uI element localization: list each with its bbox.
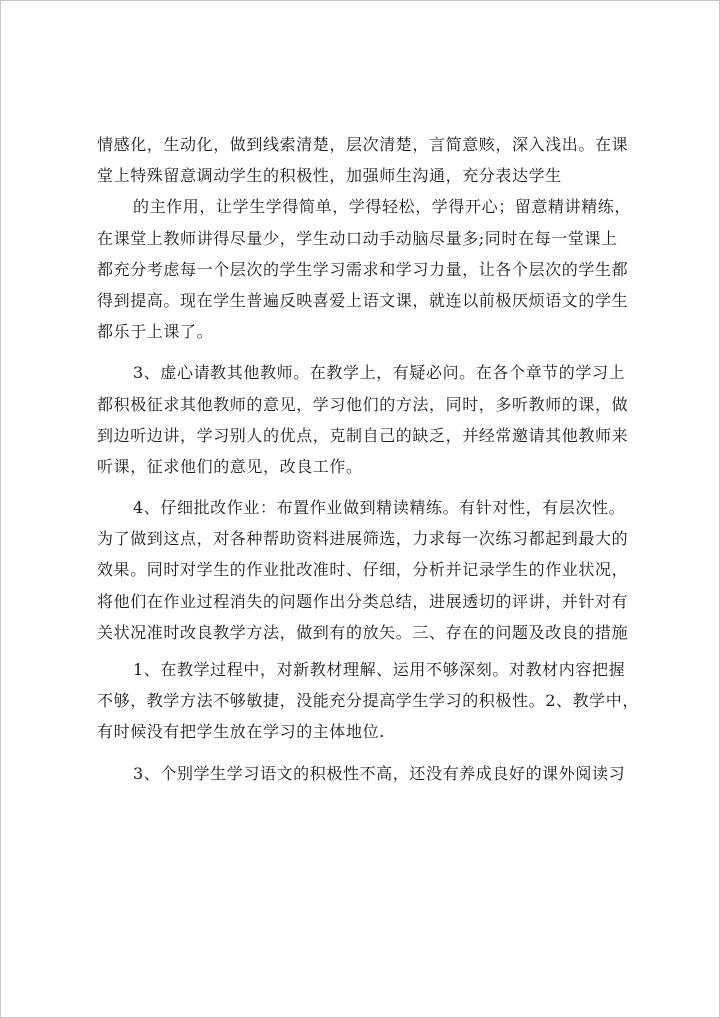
text-line: 都充分考虑每一个层次的学生学习需求和学习力量，让各个层次的学生都 <box>97 259 629 279</box>
text-line: 1、在教学过程中，对新教材理解、运用不够深刻。对教材内容把握 <box>133 660 626 679</box>
text-line: 为了做到这点，对各种帮助资料进展筛选，力求每一次练习都起到最大的 <box>97 529 629 549</box>
text-line: 4、仔细批改作业：布置作业做到精读精练。有针对性，有层次性。 <box>133 498 626 518</box>
text-line: 不够，教学方法不够敏捷，没能充分提高学生学习的积极性。2、教学中， <box>97 691 639 711</box>
text-line: 到边听边讲，学习别人的优点，克制自己的缺乏，并经常邀请其他教师来 <box>97 425 629 445</box>
text-line: 有时候没有把学生放在学习的主体地位. <box>97 722 385 742</box>
text-line: 都乐于上课了。 <box>97 322 214 342</box>
text-line: 将他们在作业过程消失的问题作出分类总结，进展透切的评讲，并针对有 <box>97 591 629 611</box>
text-line: 听课，征求他们的意见，改良工作。 <box>97 456 363 476</box>
text-line: 的主作用，让学生学得简单，学得轻松，学得开心；留意精讲精练， <box>133 197 632 217</box>
text-line: 在课堂上教师讲得尽量少，学生动口动手动脑尽量多;同时在每一堂课上 <box>97 228 618 248</box>
document-body <box>97 129 637 789</box>
text-line: 情感化，生动化，做到线索清楚，层次清楚，言简意赅，深入浅出。在课 <box>97 135 629 154</box>
text-line: 3、虚心请教其他教师。在教学上，有疑必问。在各个章节的学习上 <box>133 363 626 383</box>
text-line: 3、个别学生学习语文的积极性不高，还没有养成良好的课外阅读习 <box>133 763 626 783</box>
text-line: 得到提高。现在学生普遍反映喜爱上语文课，就连以前极厌烦语文的学生 <box>97 290 629 310</box>
text-line: 效果。同时对学生的作业批改准时、仔细，分析并记录学生的作业状况， <box>97 560 629 580</box>
text-line: 堂上特殊留意调动学生的积极性，加强师生沟通，充分表达学生 <box>97 166 562 186</box>
text-line: 都积极征求其他教师的意见，学习他们的方法，同时，多听教师的课，做 <box>97 394 629 414</box>
text-line: 关状况准时改良教学方法，做到有的放矢。三、存在的问题及改良的措施 <box>97 622 629 642</box>
